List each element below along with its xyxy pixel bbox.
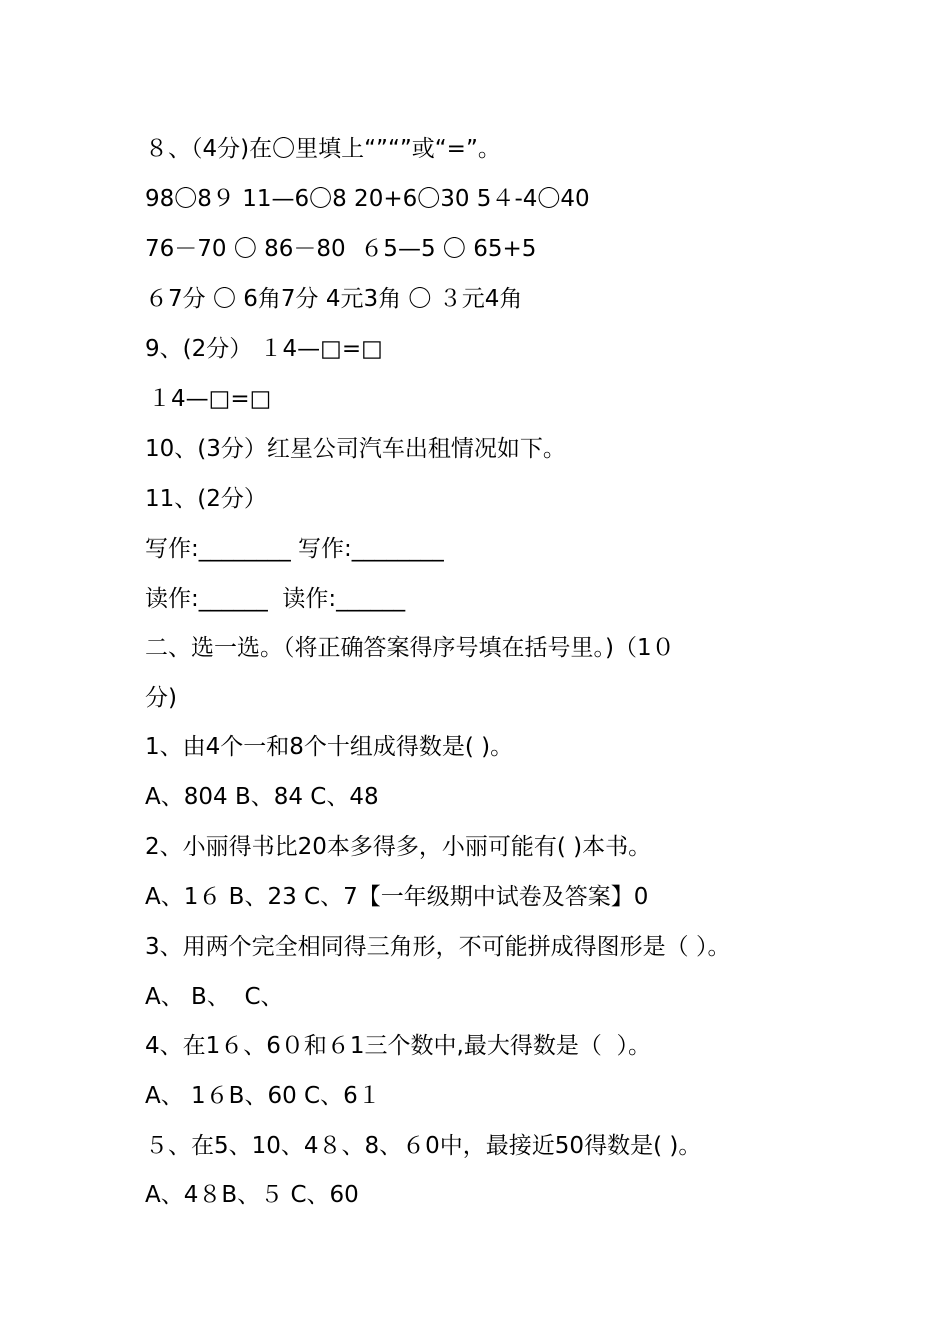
question-9-header: 9、(2分） １4—□=□	[145, 336, 383, 362]
question-11-write-row: 写作:________ 写作:________	[145, 536, 444, 562]
choice-question-2: 2、小丽得书比20本多得多，小丽可能有( )本书。	[145, 834, 652, 860]
question-8-row-1: 98〇8９ 11—6〇8 20+6〇30 5４-4〇40	[145, 186, 590, 212]
choice-question-3: 3、用两个完全相同得三角形，不可能拼成得图形是（ ）。	[145, 934, 731, 960]
question-8-header: ８、（4分)在〇里填上“”“”或“=”。	[145, 136, 501, 162]
question-9-row: １4—□=□	[148, 386, 272, 412]
question-8-row-2: 76－70 〇 86－80 ６5—5 〇 65+5	[145, 236, 537, 262]
section-2-title: 二、选一选。（将正确答案得序号填在括号里。)（1０	[145, 635, 675, 661]
question-8-row-3: ６7分 〇 6角7分 4元3角 〇 ３元4角	[145, 286, 523, 312]
question-11-read-row: 读作:______ 读作:______	[145, 586, 406, 612]
choice-2-options: A、1６ B、23 C、7【一年级期中试卷及答案】0	[145, 884, 649, 910]
choice-4-options: A、 1６B、60 C、6１	[145, 1083, 381, 1109]
choice-5-options: A、4８B、５ C、60	[145, 1182, 359, 1208]
choice-question-4: 4、在1６、6０和６1三个数中,最大得数是（ ）。	[145, 1033, 651, 1059]
question-10-header: 10、(3分）红星公司汽车出租情况如下。	[145, 436, 566, 462]
choice-question-5: ５、在5、10、4８、8、６0中，最接近50得数是( )。	[145, 1133, 702, 1159]
question-11-header: 11、(2分）	[145, 486, 267, 512]
choice-3-options: A、 B、 C、	[145, 984, 284, 1010]
section-2-title-cont: 分)	[145, 685, 177, 711]
choice-1-options: A、804 B、84 C、48	[145, 784, 379, 810]
choice-question-1: 1、由4个一和8个十组成得数是( )。	[145, 734, 514, 760]
